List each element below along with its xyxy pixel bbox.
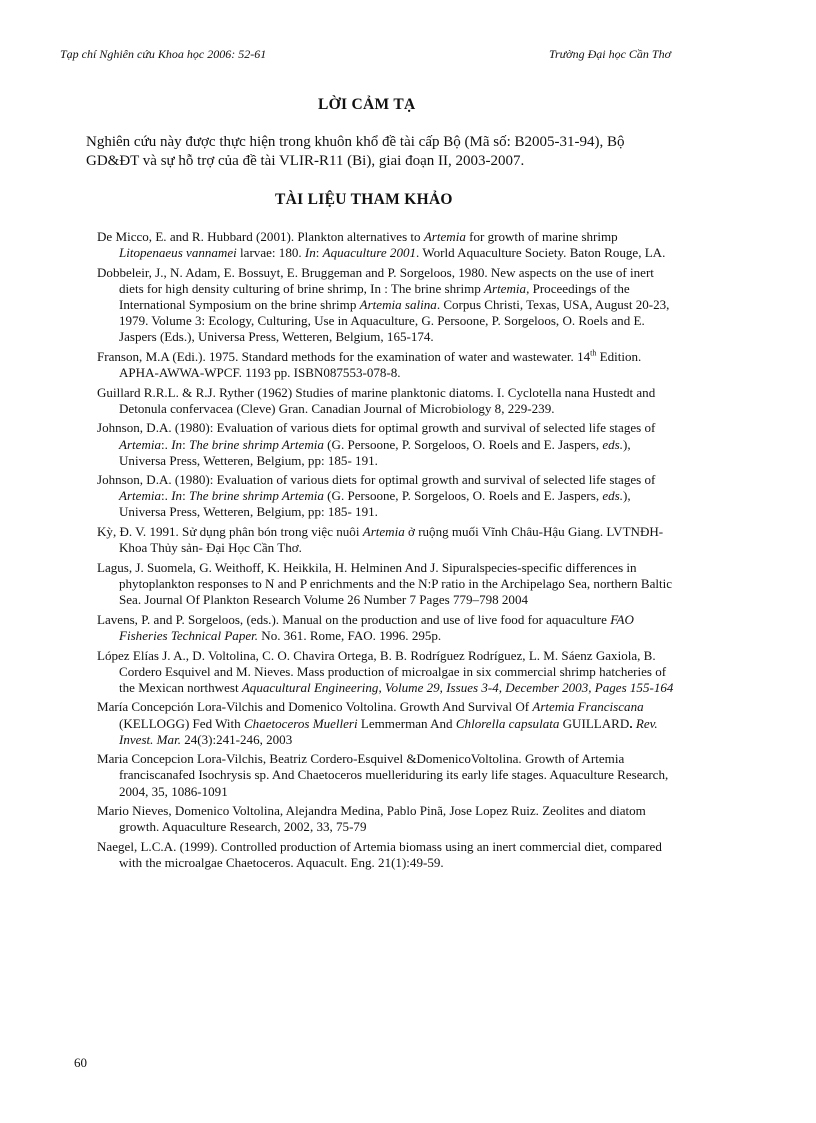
reference-text: (KELLOGG) Fed With [119, 715, 244, 731]
reference-list [97, 229, 677, 875]
reference-text: López Elías J. A., D. Voltolina, C. O. Chavira Ortega, B. B. Rodríguez Rodríguez, L. M. Sáenz Gaxiola, B. Cordero Esquivel and M. Nieves. Mass production of microalgae in six commercial shrimp hatcheries of the Mexican northwest [97, 647, 667, 695]
reference-text: Aquacultural Engineering, Volume 29, Issues 3-4, December 2003, Pages 155-164 [241, 679, 674, 695]
reference-text: Litopenaeus vannamei [119, 245, 237, 261]
reference-text: FAO Fisheries Technical Paper. [119, 611, 634, 643]
reference-item [97, 385, 677, 417]
reference-text: Lavens, P. and P. Sorgeloos, (eds.). Manual on the production and use of live food for aquaculture [97, 611, 611, 627]
reference-text: larvae: 180. [236, 245, 305, 261]
reference-text: Artemia [119, 436, 162, 452]
reference-text: Chlorella capsulata [455, 715, 560, 731]
reference-text: (G. Persoone, P. Sorgeloos, O. Roels and E. Jaspers, [323, 488, 603, 504]
reference-item [97, 229, 677, 261]
reference-text: . [629, 715, 633, 731]
reference-text: ), Universa Press, Wetteren, Belgium, pp: 185- 191. [119, 488, 631, 520]
page-number: 60 [74, 1055, 87, 1070]
reference-text: Naegel, L.C.A. (1999). Controlled production of Artemia biomass using an inert commercial diet, compared with the microalgae Chaetoceros. Aquacult. Eng. 21(1):49-59. [97, 839, 662, 871]
reference-text: Lagus, J. Suomela, G. Weithoff, K. Heikkila, H. Helminen And J. Sipuralspecies-specific differences in phytoplankton responses to N and P enrichments and the N:P ratio in the Archipelago Sea, northern Baltic Sea. Journal Of Plankton Research Volume 26 Number 7 Pages 779–798 2004 [97, 559, 673, 608]
reference-text: Guillard R.R.L. & R.J. Ryther (1962) Studies of marine planktonic diatoms. I. Cyclotella nana Hustedt and Detonula confervacea (Cleve) Gran. Canadian Journal of Microbiology 8, 229-239. [97, 384, 656, 416]
reference-item [97, 839, 677, 871]
reference-text: The brine shrimp Artemia [188, 488, 324, 504]
reference-text: :. [161, 488, 172, 504]
reference-item [97, 803, 677, 835]
reference-text: Artemia [484, 280, 527, 296]
acknowledgement-text: Nghiên cứu này được thực hiện trong khuôn khổ đề tài cấp Bộ (Mã số: B2005-31-94), Bộ GD&ĐT và sự hỗ trợ của đề tài VLIR-R11 (Bi), giai đoạn II, 2003-2007. [86, 134, 625, 169]
journal-header: Tạp chí Nghiên cứu Khoa học 2006: 52-61 [60, 47, 267, 61]
reference-text: Mario Nieves, Domenico Voltolina, Alejandra Medina, Pablo Pinã, Jose Lopez Ruiz. Zeolites and diatom growth. Aquaculture Research, 2002, 33, 75-79 [97, 803, 646, 835]
reference-item [97, 420, 677, 468]
reference-item [97, 472, 677, 520]
reference-text: Artemia [119, 488, 162, 504]
reference-text: Johnson, D.A. (1980): Evaluation of various diets for optimal growth and survival of selected life stages of [97, 472, 656, 488]
reference-text: Kỳ, Đ. V. 1991. Sử dụng phân bón trong việc nuôi [97, 524, 363, 540]
reference-text: . World Aquaculture Society. Baton Rouge, LA. [416, 245, 666, 261]
reference-text: Aquaculture 2001 [322, 245, 417, 261]
reference-text: Franson, M.A (Edi.). 1975. Standard methods for the examination of water and wastewater. 14 [97, 348, 591, 364]
reference-text: 24(3):241-246, 2003 [180, 731, 293, 747]
reference-text: In [304, 245, 316, 261]
reference-text: In [171, 488, 183, 504]
reference-text: Edition. APHA-AWWA-WPCF. 1193 pp. ISBN087553-078-8. [119, 348, 642, 380]
reference-text: Artemia salina [359, 296, 437, 312]
reference-text: eds. [602, 488, 624, 504]
institution-header: Trường Đại học Cần Thơ [548, 47, 671, 61]
reference-item [97, 699, 677, 747]
reference-text: (G. Persoone, P. Sorgeloos, O. Roels and E. Jaspers, [323, 436, 603, 452]
reference-item [97, 349, 677, 381]
reference-text: for growth of marine shrimp [465, 229, 618, 244]
reference-text: , Proceedings of the International Symposium on the brine shrimp [119, 280, 630, 312]
reference-item [97, 524, 677, 556]
reference-text: Lemmerman And [357, 715, 456, 731]
reference-text: :. [161, 436, 172, 452]
reference-item [97, 612, 677, 644]
reference-text: Artemia Franciscana [532, 699, 644, 715]
reference-text: Johnson, D.A. (1980): Evaluation of various diets for optimal growth and survival of selected life stages of [97, 420, 656, 436]
reference-text: GUILLARD [559, 715, 630, 731]
reference-text: Dobbeleir, J., N. Adam, E. Bossuyt, E. Bruggeman and P. Sorgeloos, 1980. New aspects on the use of inert diets for high density culturing of brine shrimp, In : The brine shrimp [97, 264, 654, 296]
reference-text: In [171, 436, 183, 452]
reference-text: : [182, 488, 189, 504]
reference-item [97, 560, 677, 608]
reference-text: The brine shrimp Artemia [188, 436, 324, 452]
reference-text: ở ruộng muối Vĩnh Châu-Hậu Giang. LVTNĐH-Khoa Thủy sản- Đại Học Cần Thơ. [119, 524, 664, 556]
reference-item [97, 265, 677, 345]
reference-text: : [182, 436, 189, 452]
reference-text: Chaetoceros Muelleri [243, 715, 358, 731]
reference-text: De Micco, E. and R. Hubbard (2001). Plankton alternatives to [97, 229, 424, 244]
reference-text: ), Universa Press, Wetteren, Belgium, pp: 185- 191. [119, 436, 631, 468]
reference-text: Artemia [362, 524, 405, 540]
reference-text: th [590, 348, 597, 358]
reference-item [97, 648, 677, 696]
reference-text: No. 361. Rome, FAO. 1996. 295p. [258, 627, 442, 643]
acknowledgement-heading: LỜI CẢM TẠ [318, 96, 416, 113]
reference-text: María Concepción Lora-Vilchis and Domenico Voltolina. Growth And Survival Of [97, 699, 533, 715]
reference-text: Artemia [423, 229, 466, 244]
reference-text: . Corpus Christi, Texas, USA, August 20-23, 1979. Volume 3: Ecology, Culturing, Use in Aquaculture, G. Persoone, P. Sorgeloos, O. Roels and E. Jaspers (Eds.), Universa Press, Wetteren, Belgium, 165-174. [119, 296, 670, 345]
reference-text: Maria Concepcion Lora-Vilchis, Beatriz Cordero-Esquivel &DomenicoVoltolina. Growth of Artemia franciscanafed Isochrysis sp. And Chaetoceros muelleriduring its early life stages. Aquaculture Research, 2004, 35, 1086-1091 [97, 751, 669, 799]
reference-text: eds. [602, 436, 624, 452]
references-heading: TÀI LIỆU THAM KHẢO [275, 191, 453, 208]
reference-text: Rev. Invest. Mar. [119, 715, 658, 747]
reference-item [97, 751, 677, 799]
reference-text: : [315, 245, 323, 261]
